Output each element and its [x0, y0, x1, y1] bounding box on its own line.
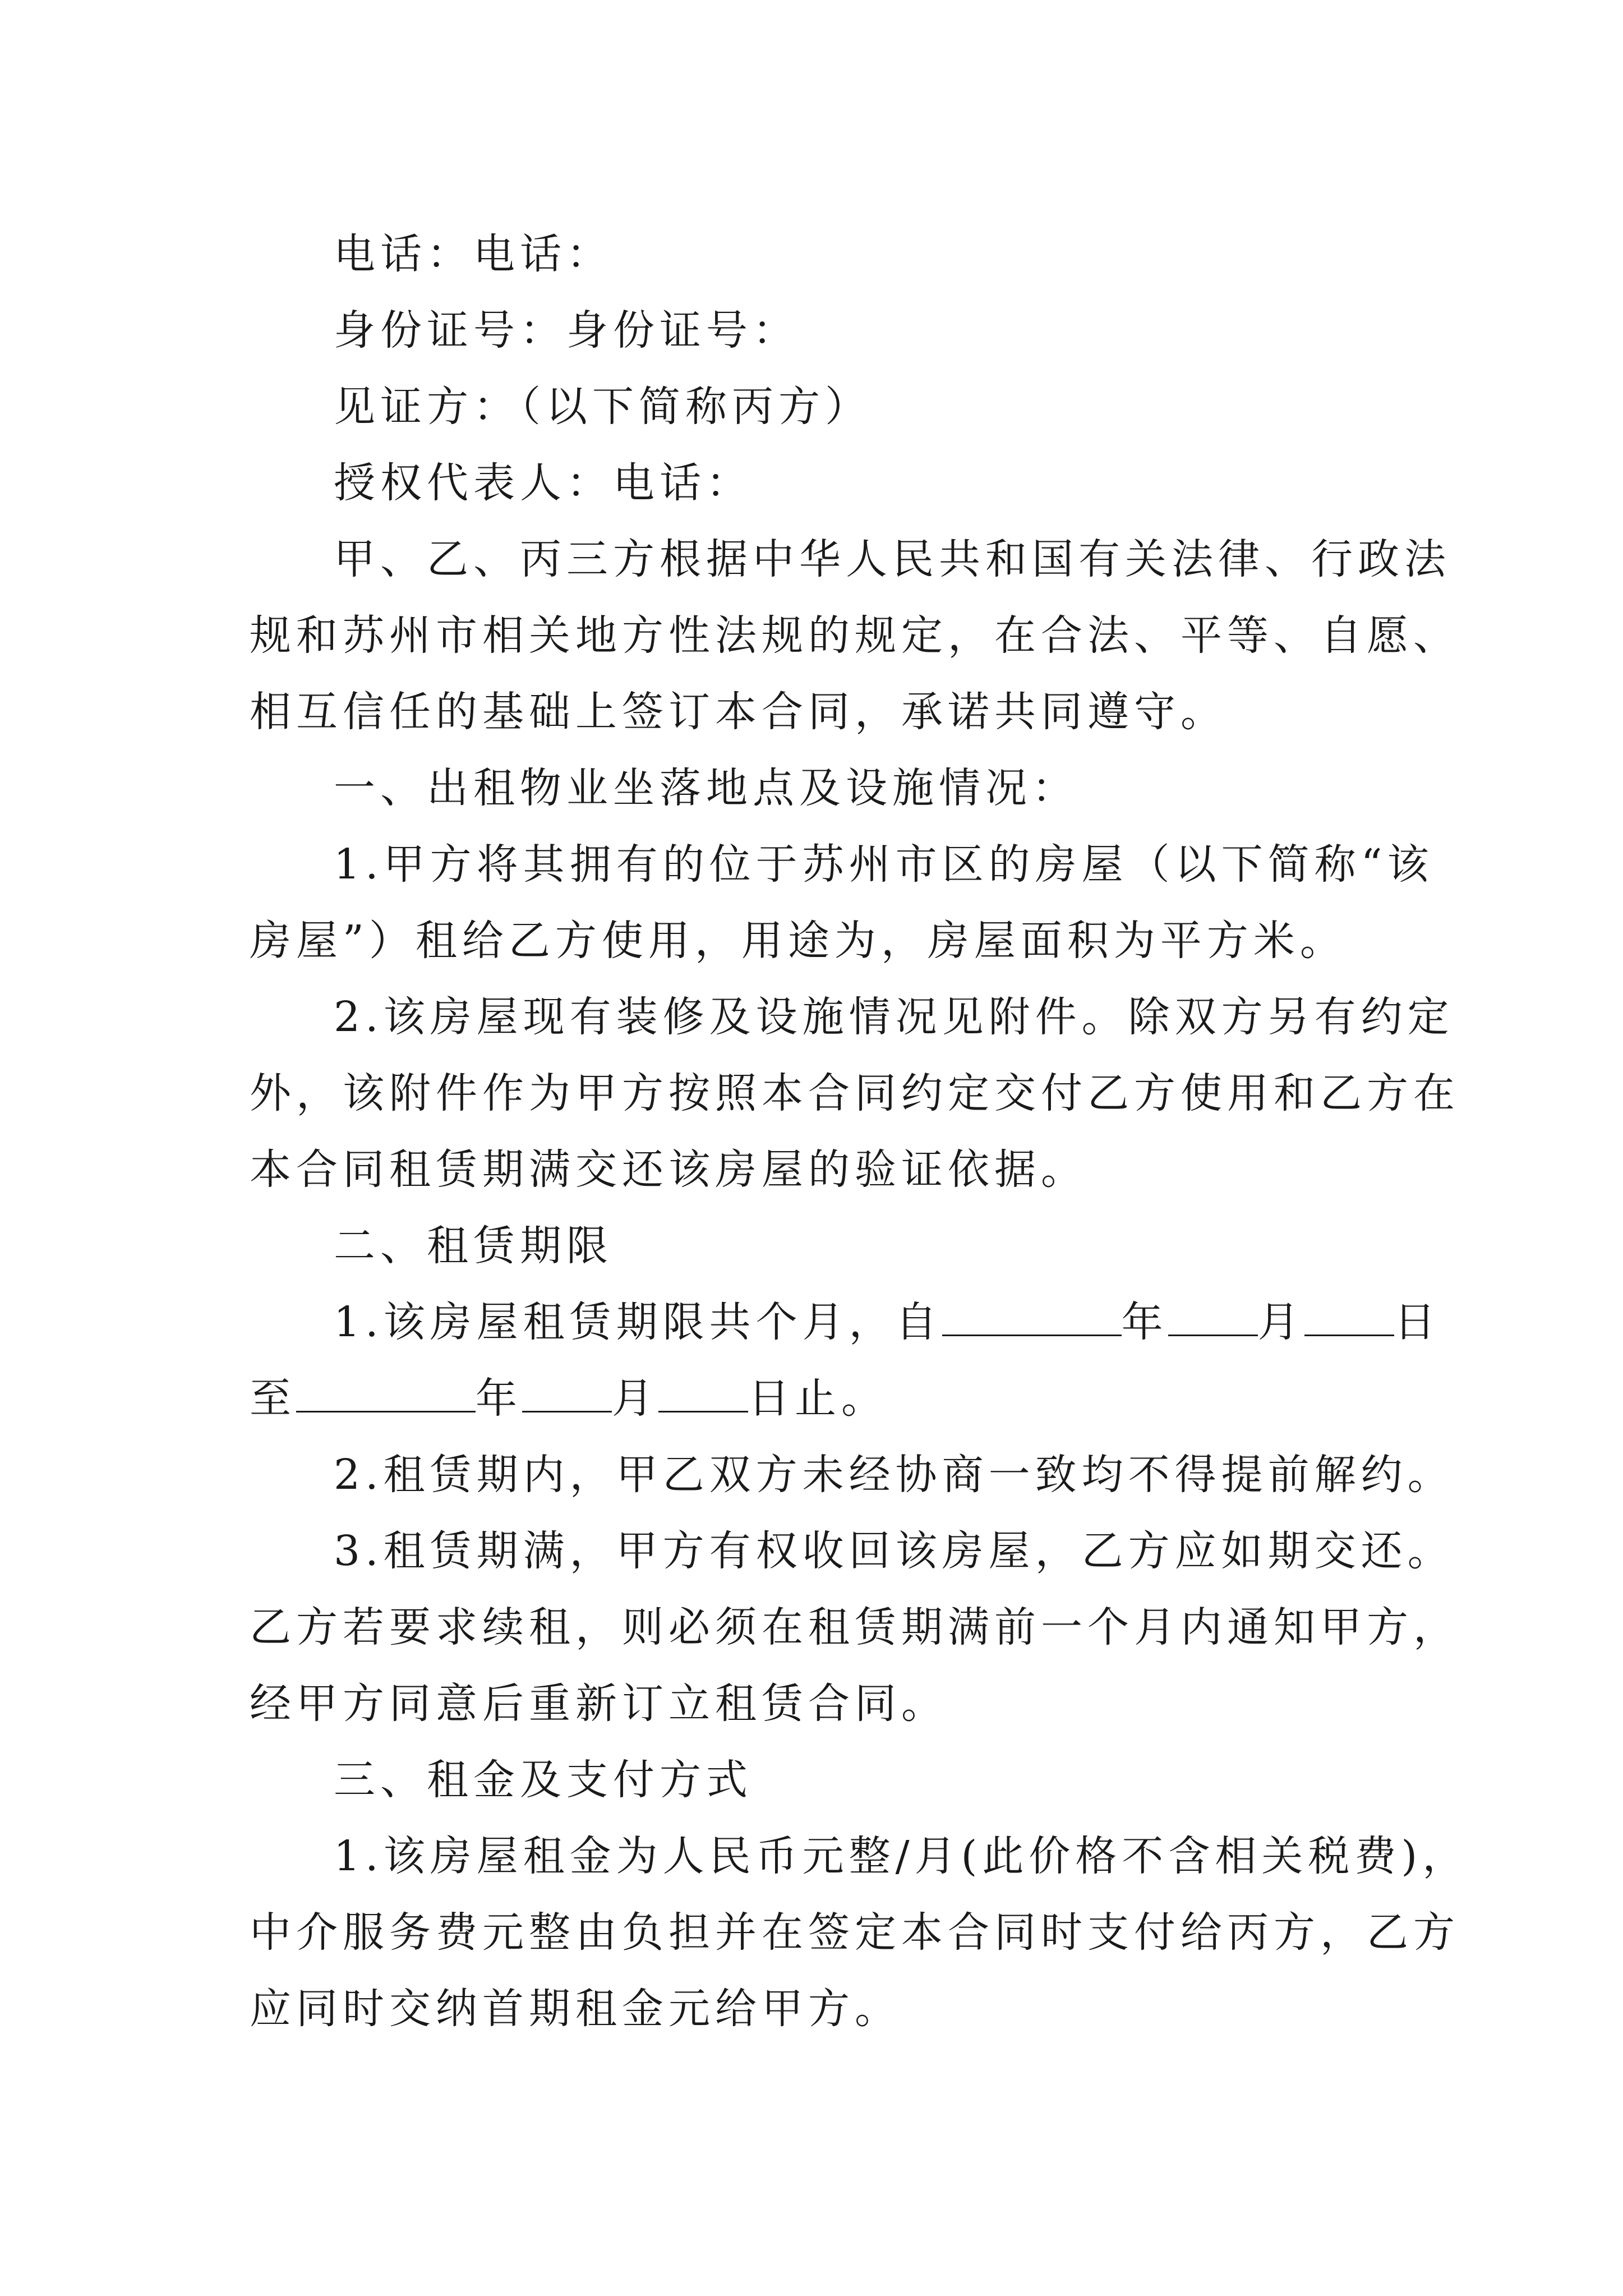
end-year-blank[interactable]: [296, 1366, 476, 1412]
start-day-blank[interactable]: [1304, 1290, 1394, 1336]
clause-3-1-line-3: 应同时交纳首期租金元给甲方。: [250, 1985, 901, 2033]
section-heading-3: 三、租金及支付方式: [334, 1756, 753, 1804]
end-year-label: 年: [476, 1374, 522, 1423]
day-label: 日: [1394, 1298, 1441, 1346]
contact-phone-line: 电话：电话：: [334, 230, 613, 278]
month-label: 月: [1257, 1298, 1304, 1346]
end-month-label: 月: [612, 1374, 658, 1423]
clause-2-3-line-2: 乙方若要求续租，则必须在租赁期满前一个月内通知甲方，: [250, 1603, 1460, 1651]
id-number-line: 身份证号：身份证号：: [334, 306, 799, 355]
clause-3-1-line-2: 中介服务费元整由负担并在签定本合同时支付给丙方，乙方: [250, 1908, 1460, 1957]
clause-1-2-line-2: 外，该附件作为甲方按照本合同约定交付乙方使用和乙方在: [250, 1069, 1460, 1117]
clause-1-2-line-3: 本合同租赁期满交还该房屋的验证依据。: [250, 1145, 1087, 1194]
clause-2-1-line-2: [250, 1360, 1433, 1437]
witness-line: 见证方：（以下简称丙方）: [334, 383, 872, 431]
start-month-blank[interactable]: [1168, 1290, 1258, 1336]
preamble-line-1: 甲、乙、丙三方根据中华人民共和国有关法律、行政法: [334, 535, 1451, 583]
start-year-blank[interactable]: [942, 1290, 1122, 1336]
clause-2-3-line-1: 3.租赁期满，甲方有权收回该房屋，乙方应如期交还。: [334, 1527, 1454, 1575]
clause-1-1-line-2: 房屋”）租给乙方使用，用途为，房屋面积为平方米。: [250, 917, 1347, 965]
preamble-line-3: 相互信任的基础上签订本合同，承诺共同遵守。: [250, 688, 1227, 736]
section-heading-2: 二、租赁期限: [334, 1222, 613, 1270]
clause-2-2-line-1: 2.租赁期内，甲乙双方未经协商一致均不得提前解约。: [334, 1451, 1454, 1499]
clause-3-1-line-1: 1.该房屋租金为人民币元整/月(此价格不含相关税费)，: [334, 1832, 1469, 1880]
end-day-label: 日止。: [748, 1374, 888, 1423]
term-intro: 1.该房屋租赁期限共个月，自: [334, 1298, 942, 1346]
clause-2-1-line-1: [250, 1284, 1441, 1360]
preamble-line-2: 规和苏州市相关地方性法规的规定，在合法、平等、自愿、: [250, 611, 1460, 660]
authorized-rep-line: 授权代表人：电话：: [334, 459, 753, 507]
document-page: [250, 216, 1469, 2047]
term-to-label: 至: [250, 1374, 296, 1423]
end-month-blank[interactable]: [522, 1366, 612, 1412]
year-label: 年: [1121, 1298, 1168, 1346]
clause-1-1-line-1: 1.甲方将其拥有的位于苏州市区的房屋（以下简称“该: [334, 840, 1434, 889]
clause-1-2-line-1: 2.该房屋现有装修及设施情况见附件。除双方另有约定: [334, 993, 1454, 1041]
end-day-blank[interactable]: [658, 1366, 748, 1412]
section-heading-1: 一、出租物业坐落地点及设施情况：: [334, 764, 1078, 812]
clause-2-3-line-3: 经甲方同意后重新订立租赁合同。: [250, 1680, 948, 1728]
